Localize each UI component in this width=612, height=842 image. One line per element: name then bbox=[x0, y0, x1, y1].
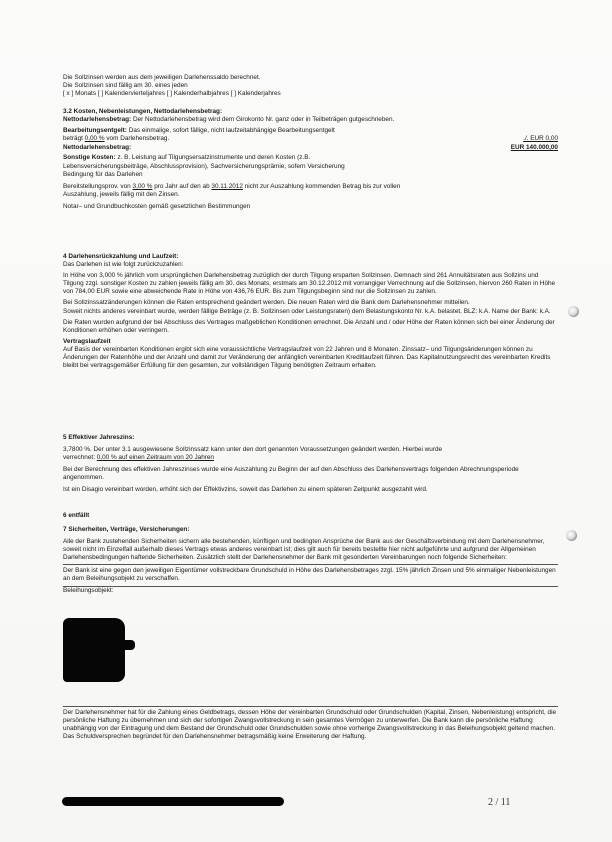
processing-fee-line bbox=[63, 135, 169, 143]
punch-hole-top bbox=[568, 306, 579, 317]
processing-fee-percent: 0,00 % bbox=[84, 135, 105, 143]
effective-rate-disagio-text: Ist ein Disagio vereinbart worden, erhöht sich der Effektivzins, soweit das Darlehen zu einem späteren Zeitpunkt ausgezahlt wird. bbox=[63, 486, 428, 494]
effective-rate-offset-value: 0,00 % auf einen Zeitraum von 20 Jahren bbox=[96, 454, 214, 462]
securities-section bbox=[63, 526, 558, 595]
commitment-fee-date: 30.11.2012 bbox=[211, 182, 243, 190]
net-loan-paragraph bbox=[63, 116, 558, 124]
net-loan-total-label: Nettodarlehensbetrag: bbox=[63, 144, 132, 152]
commitment-fee-mid: pro Jahr auf den ab bbox=[152, 182, 212, 190]
other-costs-label: Sonstige Kosten: bbox=[63, 154, 116, 162]
commitment-fee-paragraph bbox=[63, 183, 423, 199]
interest-basis-text: Die Sollzinsen werden aus dem jeweiligen Darlehenssaldo berechnet. bbox=[63, 74, 261, 81]
repayment-debit-account-text: Soweit nichts anderes vereinbart wurde, werden fällige Beträge (z. B. Sollzinsen oder Leistungsraten) dem Belastungskonto Nr. k.A. belastet. BLZ: k.A. Name der Bank: k.A. bbox=[63, 307, 551, 315]
net-loan-total-amount: EUR 140.000,00 bbox=[510, 144, 558, 152]
net-loan-total-row bbox=[63, 144, 558, 152]
land-charge-box bbox=[63, 564, 558, 586]
commitment-fee-percent: 3,00 % bbox=[132, 182, 153, 190]
securities-text: Alle der Bank zustehenden Sicherheiten sichern alle bestehenden, künftigen und bedingten Ansprüche der Bank aus der Geschäftsverbindung mit dem Darlehensnehmer, soweit nicht im Einzelfall außerhalb dieses Vertrags etwas anderes vereinbart ist; dies gilt auch für bereits bestellte hier nicht aufgeführte und aufgrund der Allgemeinen Darlehensbedingungen haftende Sicherheiten. Zusätzlich stellt der Darlehensnehmer der Bank mit gesonderten Vereinbarungen noch folgende Sicherheiten: bbox=[63, 538, 545, 562]
securities-heading: 7 Sicherheiten, Verträge, Versicherungen: bbox=[63, 526, 190, 533]
effective-rate-section bbox=[63, 434, 558, 495]
repayment-installments-text: In Höhe von 3,000 % jährlich vom ursprünglichen Darlehensbetrag zuzüglich der durch Tilgung ersparten Sollzinsen. Demnach sind 261 Annuitätsraten aus Sollzins und Tilgung zzgl. sonstiger Kosten zu zahlen jeweils fällig am 30. des Monats, erstmals am 30.12.2012 mit vorrangiger Verrechnung auf die Sollzinsen, hiervon 260 Raten in Höhe von 784,00 EUR sowie eine abweichende Rate in Höhe von 436,76 EUR. Bis zum Tilgungsbeginn sind nur die Sollzinsen zu zahlen. bbox=[63, 272, 556, 296]
interest-period-options: [ x ] Monats [ ] Kalendervierteljahres [ ] Kalenderhalbjahres [ ] Kalenderjahres bbox=[63, 90, 281, 98]
effective-rate-calculation-text: Bei der Berechnung des effektiven Jahreszinses wurde eine Auszahlung zu Beginn der auf den Abschluss des Darlehensvertrags folgenden Abrechnungsperiode angenommen. bbox=[63, 466, 519, 482]
other-costs-paragraph bbox=[63, 154, 363, 178]
effective-rate-offset-line bbox=[63, 454, 558, 462]
processing-fee-text: Das einmalige, sofort fällige, nicht laufzeitabhängige Bearbeitungsentgelt bbox=[126, 127, 335, 135]
net-loan-text: Der Nettodarlehensbetrag wird dem Girokonto Nr. ganz oder in Teilbeträgen gutgeschrieben. bbox=[131, 116, 395, 124]
land-charge-text: Der Bank ist eine gegen den jeweiligen Eigentümer vollstreckbare Grundschuld in Höhe des Darlehensbetrages zzgl. 15% jährlich Zinsen und 5% einmaliger Nebenleistungen an dem Beleihungsobjekt zu verschaffen. bbox=[63, 567, 556, 583]
processing-fee-row bbox=[63, 135, 558, 143]
processing-fee-post: vom Darlehensbetrag. bbox=[104, 135, 170, 143]
redacted-footer-line bbox=[62, 797, 284, 806]
punch-hole-bottom bbox=[566, 530, 577, 541]
processing-fee-pre: beträgt bbox=[63, 135, 85, 143]
processing-fee-label: Bearbeitungsentgelt: bbox=[63, 127, 127, 135]
term-text: Auf Basis der vereinbarten Konditionen ergibt sich eine voraussichtliche Vertragslaufzeit von 22 Jahren und 8 Monaten. Zinssatz– und Tilgungsänderungen können zu Änderungen der Ratenhöhe und der Anzahl und damit zur Veränderung der anfänglich vereinbarten Kreditlaufzeit führen. Das Kapitalnutzungsrecht des vereinbarten Kredits bleibt bei vertragsgemäßer Erfüllung für den gesamten, zur vollständigen Tilgung benötigten Zeitraum erhalten. bbox=[63, 345, 551, 370]
section-6 bbox=[63, 512, 558, 520]
repayment-intro: Das Darlehen ist wie folgt zurückzuzahlen: bbox=[63, 261, 184, 269]
costs-heading: 3.2 Kosten, Nebenleistungen, Nettodarlehensbetrag: bbox=[63, 108, 223, 115]
collateral-object-label: Beleihungsobjekt: bbox=[63, 586, 114, 594]
personal-liability-section bbox=[63, 706, 558, 741]
personal-liability-text: Der Darlehensnehmer hat für die Zahlung eines Geldbetrags, dessen Höhe der vereinbarten Grundschuld oder Grundschulden (Kapital, Zinsen, Nebenleistung) entspricht, die persönliche Haftung zu übernehmen und sich der sofortigen Zwangsvollstreckung in sein gesamtes Vermögen zu unterwerfen. Die Bank kann die persönliche Haftung unabhängig von der Eintragung und dem Bestand der Grundschuld oder Grundschulden sowie ohne vorherige Zwangsvollstreckung in das Beleihungsobjekt geltend machen. Das Schuldversprechen begründet für den Darlehensnehmer betragsmäßig keine Erweiterung der Haftung. bbox=[63, 709, 557, 741]
costs-section bbox=[63, 108, 558, 211]
page-number: 2 / 11 bbox=[488, 797, 511, 808]
processing-fee-amount: ./. EUR 0,00 bbox=[523, 135, 558, 143]
other-costs-text: z. B. Leistung auf Tilgungsersatzinstrumente und deren Kosten (z.B. Lebensversicherungsbeiträge, Abschlussprovision), Sachversicherungsprämie, sofern Versicherung Bedingung für das Darlehen bbox=[63, 154, 345, 178]
interest-due-text: Die Sollzinsen sind fällig am 30. eines jeden bbox=[63, 82, 188, 90]
commitment-fee-post: nicht zur Auszahlung kommenden Betrag bis zur vollen Auszahlung, jeweils fällig mit den Zinsen. bbox=[63, 182, 401, 198]
repayment-rate-change-text: Bei Sollzinssatzänderungen können die Raten entsprechend geändert werden. Die neuen Raten wird die Bank dem Darlehensnehmer mitteilen. bbox=[63, 299, 470, 307]
section-6-heading: 6 entfällt bbox=[63, 512, 90, 519]
commitment-fee-pre: Bereitstellungsprov. von bbox=[63, 182, 133, 190]
effective-rate-text: 3,7800 %. Der unter 3.1 ausgewiesene Sollzinssatz kann unter den dort genannten Voraussetzungen geändert werden. Hierbei wurde bbox=[63, 446, 443, 454]
repayment-heading: 4 Darlehensrückzahlung und Laufzeit: bbox=[63, 253, 179, 260]
redacted-collateral-address bbox=[63, 618, 125, 682]
repayment-conditions-text: Die Raten wurden aufgrund der bei Abschluss des Vertrages maßgeblichen Konditionen errechnet. Die Anzahl und / oder Höhe der Raten können sich bei einer Änderung der Konditionen erhöhen oder verringern. bbox=[63, 318, 555, 334]
net-loan-label: Nettodarlehensbetrag: bbox=[63, 116, 132, 124]
effective-rate-heading: 5 Effektiver Jahreszins: bbox=[63, 434, 135, 441]
term-heading: Vertragslaufzeit bbox=[63, 337, 111, 345]
redacted-collateral-address-extension bbox=[95, 640, 135, 650]
repayment-section bbox=[63, 253, 558, 370]
interest-section bbox=[63, 74, 558, 98]
processing-fee-paragraph bbox=[63, 127, 558, 135]
effective-rate-offset-pre: verrechnet: bbox=[63, 454, 97, 462]
notary-costs-text: Notar– und Grundbuchkosten gemäß gesetzlichen Bestimmungen bbox=[63, 202, 251, 210]
